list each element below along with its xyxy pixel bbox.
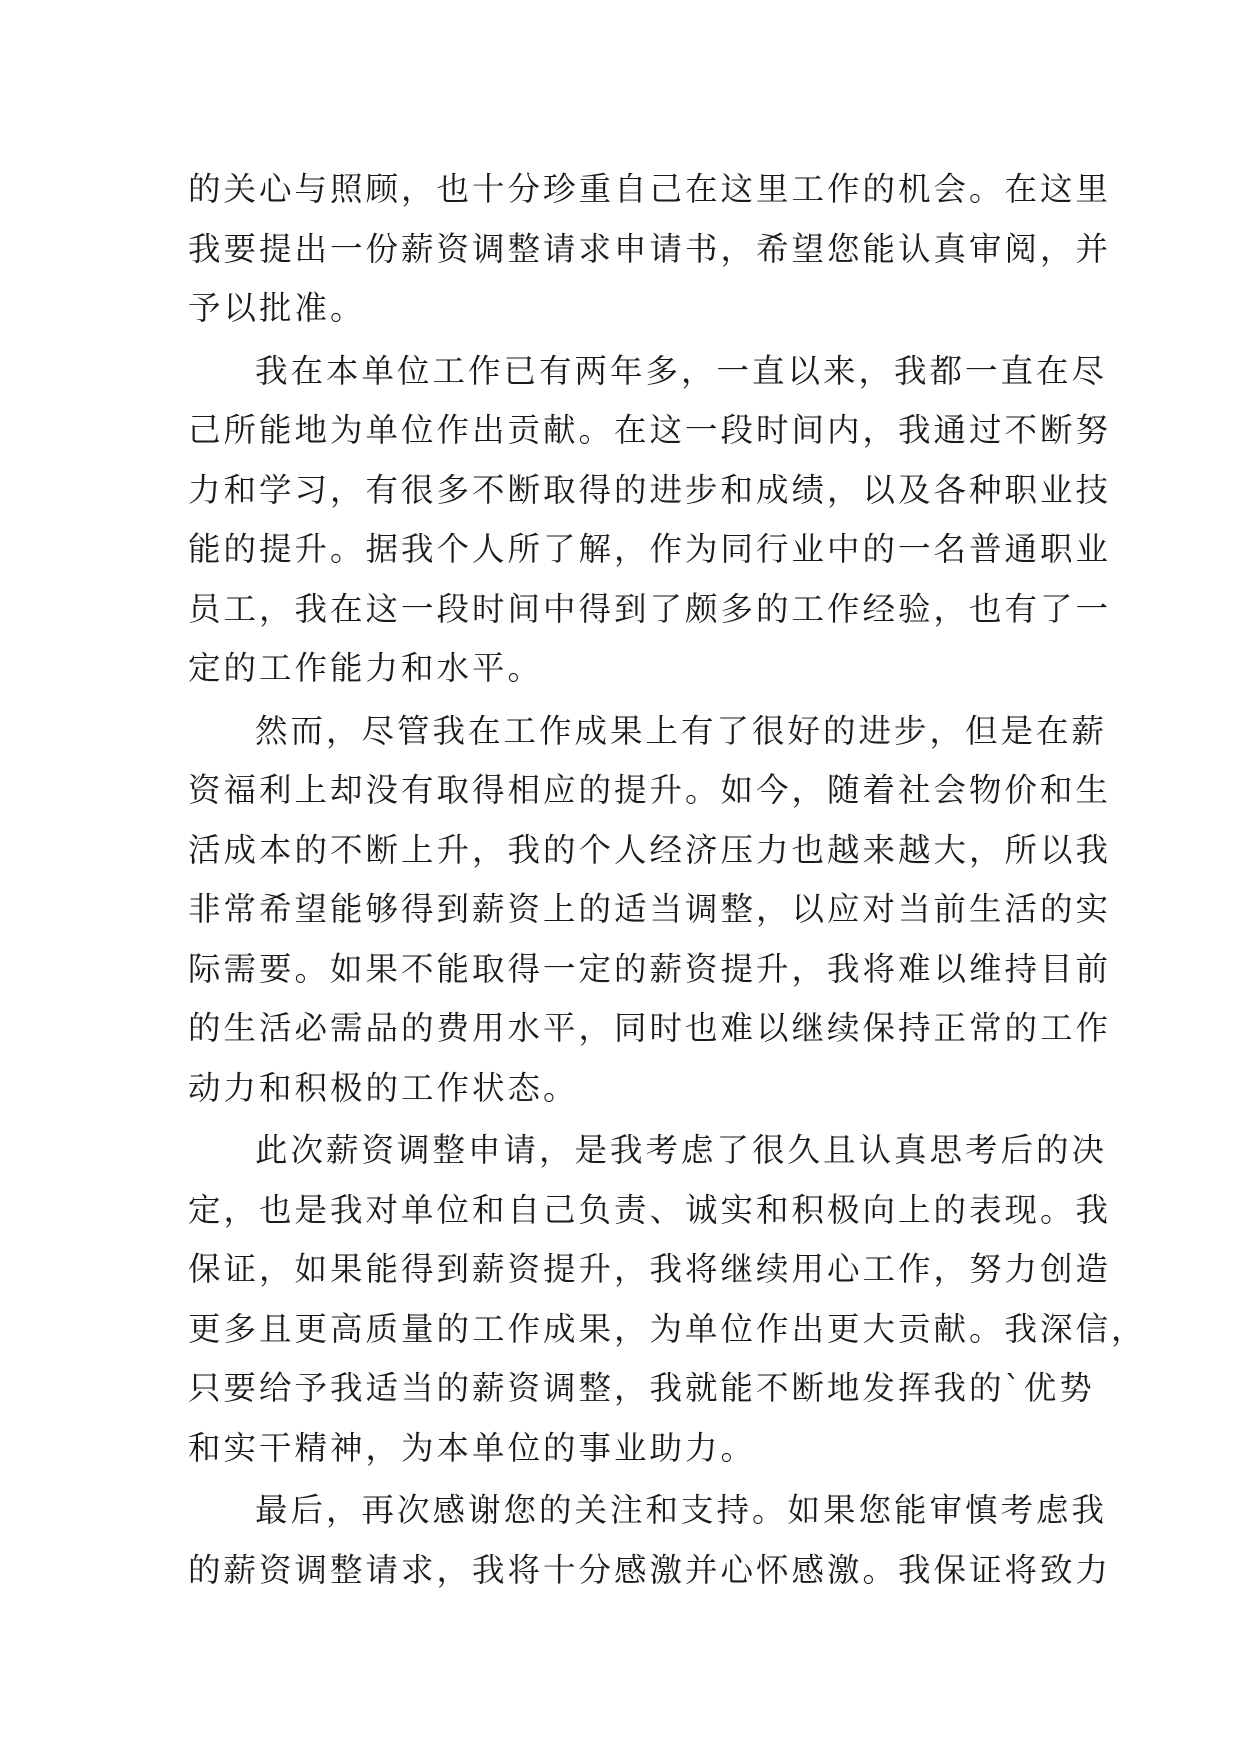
text-line: 活成本的不断上升，我的个人经济压力也越来越大，所以我 xyxy=(188,830,1112,869)
text-line: 只要给予我适当的薪资调整，我就能不断地发挥我的`优势 xyxy=(188,1369,1095,1407)
text-line: 更多且更高质量的工作成果，为单位作出更大贡献。我深信， xyxy=(188,1309,1147,1348)
text-line: 保证，如果能得到薪资提升，我将继续用心工作，努力创造 xyxy=(188,1250,1112,1288)
paragraph xyxy=(188,1121,1147,1478)
text-line: 定，也是我对单位和自己负责、诚实和积极向上的表现。我 xyxy=(188,1190,1112,1229)
paragraph xyxy=(188,342,1112,699)
text-line: 的关心与照顾，也十分珍重自己在这里工作的机会。在这里 xyxy=(188,170,1112,208)
body-text xyxy=(188,160,1147,1600)
text-line: 然而，尽管我在工作成果上有了很好的进步，但是在薪 xyxy=(255,711,1108,750)
text-line: 定的工作能力和水平。 xyxy=(188,649,544,687)
text-line: 力和学习，有很多不断取得的进步和成绩，以及各种职业技 xyxy=(188,470,1112,509)
text-line: 动力和积极的工作状态。 xyxy=(188,1068,579,1107)
text-line: 能的提升。据我个人所了解，作为同行业中的一名普通职业 xyxy=(188,530,1112,568)
text-line: 员工，我在这一段时间中得到了颇多的工作经验，也有了一 xyxy=(188,589,1112,628)
text-line: 的薪资调整请求，我将十分感激并心怀感激。我保证将致力 xyxy=(188,1550,1112,1589)
text-line: 际需要。如果不能取得一定的薪资提升，我将难以维持目前 xyxy=(188,949,1112,988)
text-line: 我要提出一份薪资调整请求申请书，希望您能认真审阅，并 xyxy=(188,229,1112,268)
text-line: 和实干精神，为本单位的事业助力。 xyxy=(188,1428,757,1467)
paragraph xyxy=(188,1481,1112,1600)
text-line: 予以批准。 xyxy=(188,289,366,327)
text-line: 我在本单位工作已有两年多，一直以来，我都一直在尽 xyxy=(255,351,1108,390)
paragraph xyxy=(188,160,1112,339)
text-line: 的生活必需品的费用水平，同时也难以继续保持正常的工作 xyxy=(188,1009,1112,1047)
text-line: 己所能地为单位作出贡献。在这一段时间内，我通过不断努 xyxy=(188,411,1112,449)
paragraph xyxy=(188,702,1112,1119)
text-line: 资福利上却没有取得相应的提升。如今，随着社会物价和生 xyxy=(188,771,1112,809)
text-line: 此次薪资调整申请，是我考虑了很久且认真思考后的决 xyxy=(255,1131,1108,1169)
text-line: 非常希望能够得到薪资上的适当调整，以应对当前生活的实 xyxy=(188,890,1112,928)
text-line: 最后，再次感谢您的关注和支持。如果您能审慎考虑我 xyxy=(255,1491,1108,1529)
